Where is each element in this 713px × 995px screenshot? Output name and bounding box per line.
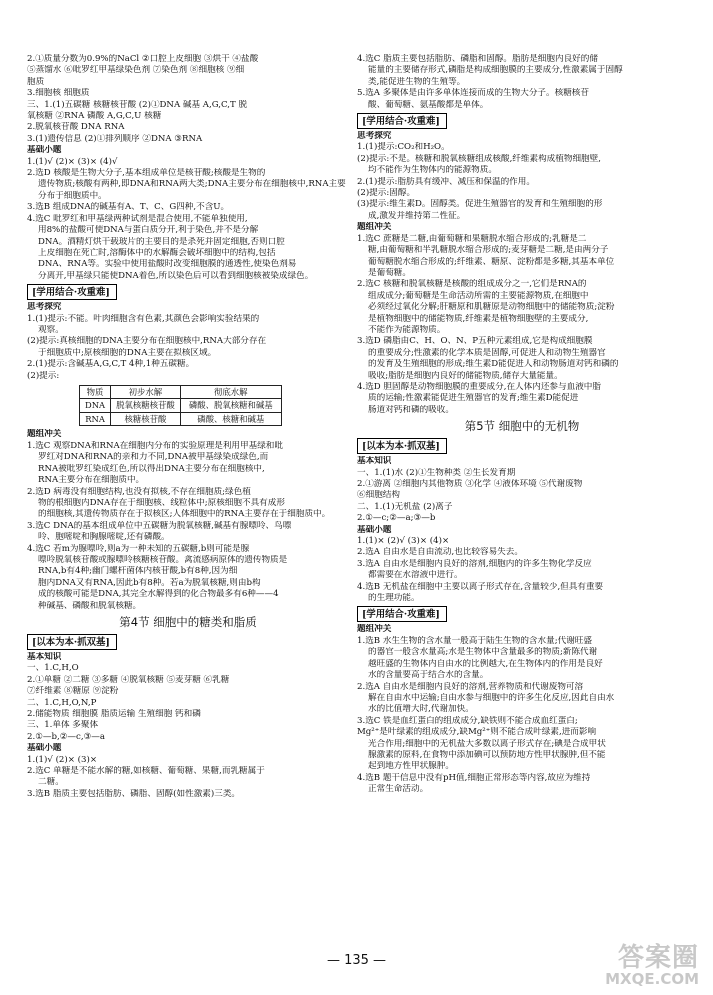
text-line: 吸收;脂肪是细胞内良好的储能物质,储存大量能量。 (368, 370, 563, 381)
text-line: 能量的主要储存形式,磷脂是构成细胞膜的主要成分,性激素属于固醇 (368, 65, 623, 76)
text-line: 1.选C 蔗糖是二糖,由葡萄糖和果糖脱水缩合形成的;乳糖是二 (357, 233, 587, 244)
text-line: 呤、胞嘧啶和胸腺嘧啶,还有磷酸。 (38, 532, 170, 543)
text-line: 一、1.(1)水 (2)①生物种类 ②生长发育期 (357, 467, 516, 478)
text-line: 的细胞核,其遗传物质存在于拟核区;人体细胞中的RNA主要存在于细胞质中。 (38, 509, 331, 520)
text-line: 3.选A 自由水是细胞内良好的溶剂,细胞内的许多生物化学反应 (357, 558, 592, 569)
text-line: (2)提示:固醇。 (357, 188, 416, 199)
text-line: ⑤蒸馏水 ⑥吡罗红甲基绿染色剂 ⑦染色剂 ⑧细胞核 ⑨细 (27, 65, 245, 76)
text-line: 于细胞质中;原核细胞的DNA主要在拟核区域。 (38, 347, 217, 358)
text-line: 4.选C 吡罗红和甲基绿两种试剂是混合使用,不能单独使用, (27, 213, 248, 224)
table-row (80, 412, 282, 426)
text-line: 2.选C 核糖和脱氧核糖是核酸的组成成分之一,它们是RNA的 (357, 279, 587, 290)
text-line: 胞内DNA又有RNA,因此b有8种。若a为脱氧核糖,则由b构 (38, 577, 261, 588)
text-line: 1.(1)√ (2)× (3)× (4)√ (27, 156, 118, 167)
watermark-url: MXQE.COM (605, 970, 699, 988)
subheading: 基础小题 (27, 145, 62, 156)
table-header-cell: 彻底水解 (180, 385, 281, 399)
text-line: 1.选C 观察DNA和RNA在细胞内分布的实验原理是利用甲基绿和吡 (27, 440, 283, 451)
text-line: 成的核酸可能是DNA,其完全水解得到的化合物最多有6种——4 (38, 589, 279, 600)
text-line: RNA,b有4种;幽门螺杆菌体内核苷酸,b有8种,因为细 (38, 566, 238, 577)
text-line: DNA。酒精灯烘干载玻片的主要目的是杀死并固定细胞,否则口腔 (38, 236, 285, 247)
section-box-label: [以本为本·抓双基] (357, 438, 447, 454)
table-row (80, 399, 282, 413)
table-cell: 核糖核苷酸 (111, 412, 181, 426)
text-line: 4.选C 若m为腺嘌呤,则a为一种未知的五碳糖,b则可能是腺 (27, 543, 250, 554)
text-line: 光合作用;细胞中的无机盐大多数以离子形式存在;碘是合成甲状 (368, 738, 606, 749)
text-line: 物的根细胞内DNA存在于细胞核、线粒体中;原核细胞不具有成形 (38, 497, 285, 508)
text-line: 2.①质量分数为0.9%的NaCl ②口腔上皮细胞 ③烘干 ④盐酸 (27, 54, 259, 64)
right-column (357, 54, 687, 796)
text-line: 均不能作为生物体内的能源物质。 (368, 165, 497, 176)
text-line: 是葡萄糖。 (368, 267, 411, 278)
left-block-1 (27, 54, 349, 282)
text-line: 是植物细胞中的储能物质,纤维素是植物细胞壁的主要成分, (368, 313, 589, 324)
text-line: 2.脱氧核苷酸 DNA RNA (27, 122, 125, 133)
text-line: 水的含量要高于结合水的含量。 (368, 670, 489, 681)
text-line: 胞质 (27, 76, 45, 87)
text-line: 种碱基、磷酸和脱氧核糖。 (38, 600, 142, 611)
text-line: 2.(1)提示:含碱基A,G,C,T 4种,1种五碳糖。 (27, 359, 195, 370)
text-line: 5.选A 多聚体是由许多单体连接而成的生物大分子。核糖核苷 (357, 88, 589, 99)
text-line: Mg²⁺是叶绿素的组成成分,缺Mg²⁺则不能合成叶绿素,进而影响 (357, 727, 597, 738)
watermark-logo-text: 答案圈 (617, 943, 699, 973)
text-line: 氧核糖 ②RNA 磷酸 A,G,C,U 核糖 (27, 111, 162, 122)
text-line: 嘌呤脱氧核苷酸或腺嘌呤核糖核苷酸。禽流感病原体的遗传物质是 (38, 554, 288, 565)
table-header-row (80, 385, 282, 399)
section-box-label: [以本为本·抓双基] (27, 634, 117, 650)
subheading: 基本知识 (27, 651, 62, 662)
text-line: 组成成分;葡萄糖是生命活动所需的主要能源物质,在细胞中 (368, 290, 589, 301)
section-box-label: [学用结合·攻重难] (27, 284, 117, 300)
text-line: 4.选C 脂质主要包括脂肪、磷脂和固醇。脂肪是细胞内良好的储 (357, 54, 598, 64)
table-cell: 脱氧核糖核苷酸 (111, 399, 181, 413)
text-line: 的发育及生殖细胞的形成;维生素D能促进人和动物肠道对钙和磷的 (368, 359, 619, 370)
text-line: 都需要在水溶液中进行。 (368, 570, 463, 581)
text-line: 3.选C 铁是血红蛋白的组成成分,缺铁则不能合成血红蛋白; (357, 715, 578, 726)
text-line: ⑥细胞结构 (357, 490, 400, 501)
text-line: 三、1.单体 多聚体 (27, 720, 99, 731)
subheading: 题组冲关 (27, 429, 62, 440)
left-column (27, 54, 349, 800)
subheading: 基本知识 (357, 456, 392, 467)
subheading: 思考探究 (27, 302, 62, 313)
text-line: 3.选B 脂质主要包括脂肪、磷脂、固醇(如性激素)三类。 (27, 788, 241, 799)
subheading: 基础小题 (27, 743, 62, 754)
text-line: 1.(1)提示:不能。叶肉细胞含有色素,其颜色会影响实验结果的 (27, 313, 260, 324)
text-line: 2.选A 自由水是细胞内良好的溶剂,营养物质和代谢废物可溶 (357, 681, 584, 692)
text-line: 罗红对DNA和RNA的亲和力不同,DNA被甲基绿染成绿色,而 (38, 452, 269, 463)
text-line: 二糖。 (38, 777, 64, 788)
text-line: 2.选D 核酸是生物大分子,基本组成单位是核苷酸;核酸是生物的 (27, 168, 266, 179)
text-line: 一、1.C,H,O (27, 663, 79, 674)
table-cell: RNA (80, 412, 111, 426)
text-line: 糖,由葡萄糖和半乳糖脱水缩合形成的;麦芽糖是二糖,是由两分子 (368, 245, 609, 256)
text-line: 2.(1)提示:脂肪具有缓冲、减压和保温的作用。 (357, 176, 535, 187)
text-line: 越旺盛的生物体内自由水的比例越大,在生物体内的作用是良好 (368, 658, 603, 669)
text-line: 分离开,甲基绿只能使DNA着色,所以染色后可以看到细胞核被染成绿色。 (38, 270, 314, 281)
section-title: 第4节 细胞中的糖类和脂质 (119, 614, 257, 629)
subheading: 思考探究 (357, 131, 392, 142)
text-line: 1.选B 水生生物的含水量一般高于陆生生物的含水量;代谢旺盛 (357, 635, 592, 646)
text-line: 4.选D 胆固醇是动物细胞膜的重要成分,在人体内还参与血液中脂 (357, 381, 601, 392)
hydrolysis-table (79, 385, 282, 427)
text-line: 成,激发并维持第二性征。 (368, 210, 466, 221)
text-line: (2)提示:不是。核糖和脱氧核糖组成核酸,纤维素构成植物细胞壁, (357, 153, 601, 164)
text-line: 上皮细胞在死亡时,溶酶体中的水解酶会破坏细胞中的结构,包括 (38, 247, 276, 258)
text-line: 肠道对钙和磷的吸收。 (368, 404, 454, 415)
table-cell: 磷酸、核糖和碱基 (180, 412, 281, 426)
text-line: 的生理功能。 (368, 593, 420, 604)
text-line: 二、1.(1)无机盐 (2)离子 (357, 501, 453, 512)
text-line: 腺激素的原料,在食物中添加碘可以预防地方性甲状腺肿,但不能 (368, 749, 606, 760)
text-line: 的重要成分;性激素的化学本质是固醇,可促进人和动物生殖器官 (368, 347, 606, 358)
text-line: 三、1.(1)五碳糖 核糖核苷酸 (2)①DNA 碱基 A,G,C,T 脱 (27, 99, 248, 110)
text-line: 2.①—c;②—a;③—b (357, 513, 436, 524)
text-line: 2.储能物质 细胞膜 脂质运输 生殖细胞 钙和磷 (27, 709, 201, 719)
text-line: 2.①—b,②—c,③—a (27, 731, 105, 742)
text-line: 解在自由水中运输;自由水参与细胞中的许多生化反应,因此自由水 (368, 692, 615, 703)
text-line: 观察。 (38, 324, 64, 335)
text-line: (2)提示:真核细胞的DNA主要分布在细胞核中,RNA大部分存在 (27, 336, 267, 347)
table-cell: DNA (80, 399, 111, 413)
text-line: 1.(1)√ (2)× (3)× (27, 754, 98, 765)
text-line: 4.选B 题干信息中没有pH值,细胞正常形态等内容,故应为维持 (357, 772, 591, 783)
text-line: 4.选B 无机盐在细胞中主要以离子形式存在,含量较少,但具有重要 (357, 581, 604, 592)
section-box-label: [学用结合·攻重难] (357, 606, 447, 622)
text-line: 3.选D 磷脂由C、H、O、N、P五种元素组成,它是构成细胞膜 (357, 336, 593, 347)
subheading: 题组冲关 (357, 222, 392, 233)
section-title: 第5节 细胞中的无机物 (464, 419, 580, 434)
watermark (605, 945, 699, 987)
text-line: 二、1.C,H,O,N,P (27, 697, 97, 708)
text-line: 1.(1)提示:CO₂和H₂O。 (357, 142, 450, 153)
text-line: 2.①游离 ②细胞内其他物质 ③化学 ④液体环境 ⑤代谢废物 (357, 479, 583, 489)
text-line: 葡萄糖脱水缩合形成的;纤维素、糖原、淀粉都是多糖,其基本单位 (368, 256, 615, 267)
text-line: 2.选C 单糖是不能水解的糖,如核糖、葡萄糖、果糖,而乳糖属于 (27, 766, 265, 777)
text-line: 用8%的盐酸可使DNA与蛋白质分开,利于染色,并不是分解 (38, 225, 259, 236)
text-line: 遗传物质;核酸有两种,即DNA和RNA两大类;DNA主要分布在细胞核中,RNA主要分布于细胞质中。 (38, 179, 346, 201)
text-line: 2.选A 自由水是自由流动,也比较容易失去。 (357, 547, 523, 558)
text-line: 类,能促进生物的生殖等。 (368, 76, 466, 87)
text-line: 3.(1)遗传信息 (2)①排列顺序 ②DNA ③RNA (27, 133, 203, 144)
text-line: RNA主要分布在细胞质中。 (38, 475, 145, 486)
text-line: 2.选D 病毒没有细胞结构,也没有拟核,不存在细胞质;绿色植 (27, 486, 251, 497)
table-header-cell: 初步水解 (111, 385, 181, 399)
text-line: 起到地方性甲状腺肿。 (368, 761, 454, 772)
text-line: 酸、葡萄糖、氨基酸都是单体。 (368, 99, 489, 110)
text-line: RNA被吡罗红染成红色,所以得出DNA主要分布在细胞核中, (38, 463, 265, 474)
text-line: 正常生命活动。 (368, 784, 429, 795)
text-line: 1.(1)× (2)√ (3)× (4)× (357, 536, 450, 547)
page-number: — 135 — (326, 953, 387, 968)
text-line: ⑦纤维素 ⑧糖原 ⑨淀粉 (27, 686, 119, 697)
text-line: 质的运输;性激素能促进生殖器官的发育;维生素D能促进 (368, 393, 579, 404)
text-line: 水的比值增大时,代谢加快。 (368, 704, 474, 715)
table-cell: 磷酸、脱氧核糖和碱基 (180, 399, 281, 413)
text-line: 2.①单糖 ②二糖 ③多糖 ④脱氧核糖 ⑤麦芽糖 ⑥乳糖 (27, 674, 230, 685)
section-box-label: [学用结合·攻重难] (357, 113, 447, 129)
text-line: 3.选C DNA的基本组成单位中五碳糖为脱氧核糖,碱基有腺嘌呤、鸟嘌 (27, 520, 292, 531)
text-line: (2)提示: (27, 370, 60, 381)
text-line: 3.选B 组成DNA的碱基有A、T、C、G四种,不含U。 (27, 202, 230, 213)
subheading: 题组冲关 (357, 624, 392, 635)
text-line: (3)提示:维生素D。固醇类。促进生殖器官的发育和生殖细胞的形 (357, 199, 603, 210)
text-line: 的器官一般含水量高;水是生物体中含量最多的物质;新陈代谢 (368, 647, 598, 658)
text-line: DNA、RNA等。实验中使用盐酸时改变细胞膜的通透性,使染色剂易 (38, 259, 297, 270)
text-line: 3.细胞核 细胞质 (27, 88, 90, 99)
text-line: 不能作为能源物质。 (368, 324, 446, 335)
subheading: 基础小题 (357, 524, 392, 535)
table-header-cell: 物质 (80, 385, 111, 399)
text-line: 必须经过氧化分解;肝糖原和肌糖原是动物细胞中的储能物质;淀粉 (368, 302, 615, 313)
